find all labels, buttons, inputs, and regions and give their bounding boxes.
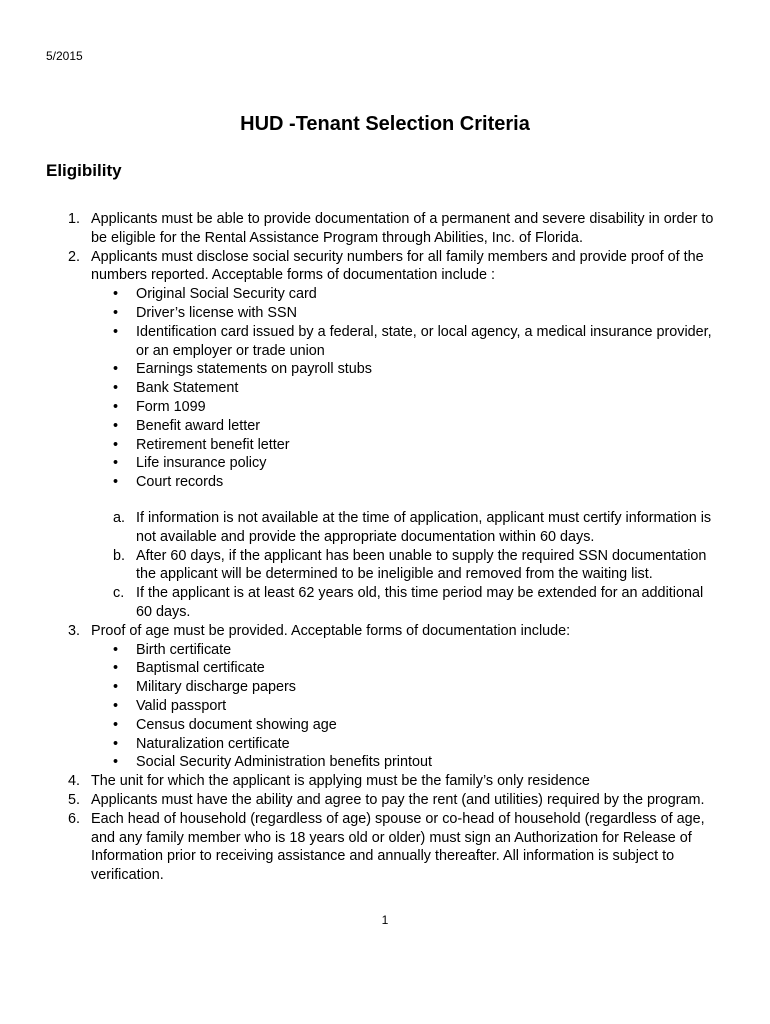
item-number: 3. [68, 622, 81, 639]
sub-item-letter: c. [113, 585, 125, 602]
item-text: Proof of age must be provided. Acceptable forms of documentation include: [91, 622, 571, 639]
sub-item-text: If information is not available at the time of application, applicant must certify information is not available and provide the appropriate documentation within 60 days. [136, 509, 712, 545]
bullet-item: • Identification card issued by a federal, state, or local agency, a medical insurance provider, or an employer or trade union [113, 323, 712, 359]
bullet-icon: • [113, 679, 119, 696]
bullet-icon: • [113, 660, 119, 677]
item-text: The unit for which the applicant is applying must be the family’s only residence [91, 773, 590, 790]
bullet-icon: • [113, 474, 119, 491]
list-item-5 [0, 791, 770, 810]
sub-item-letter: a. [113, 509, 126, 526]
bullet-icon: • [113, 380, 119, 397]
document-body [0, 210, 770, 885]
bullet-icon: • [113, 417, 119, 434]
bullet-item: • Birth certificate [113, 641, 232, 658]
bullet-item: • Naturalization certificate [113, 735, 290, 752]
bullet-item: • Baptismal certificate [113, 660, 265, 677]
bullet-item: • Retirement benefit letter [113, 436, 290, 453]
sub-item-letter: b. [113, 547, 126, 564]
page-number: 1 [381, 913, 389, 927]
bullet-item: • Valid passport [113, 697, 227, 714]
bullet-item: • Form 1099 [113, 398, 206, 415]
bullet-item: • Census document showing age [113, 716, 337, 733]
bullet-icon: • [113, 697, 119, 714]
list-item-4 [0, 772, 770, 791]
section-heading-eligibility: Eligibility [46, 161, 122, 180]
bullet-item: • Life insurance policy [113, 455, 267, 472]
sub-item-text: If the applicant is at least 62 years old, this time period may be extended for an additional 60 days. [136, 585, 704, 620]
item-number: 2. [68, 248, 81, 265]
bullet-icon: • [113, 304, 119, 321]
sub-item-c [0, 584, 770, 622]
item-number: 6. [68, 810, 81, 827]
bullet-item: • Bank Statement [113, 380, 239, 397]
item-text: Applicants must have the ability and agree to pay the rent (and utilities) required by the program. [91, 791, 705, 808]
bullet-item: • Original Social Security card [113, 286, 317, 303]
ssn-documentation-bullets [0, 285, 770, 492]
ssn-sublist [0, 509, 770, 622]
list-item-6 [0, 810, 770, 885]
header-date: 5/2015 [46, 49, 83, 63]
bullet-icon: • [113, 361, 119, 378]
bullet-item: • Court records [113, 474, 224, 491]
age-documentation-bullets [0, 641, 770, 773]
list-item-1 [0, 210, 770, 248]
bullet-icon: • [113, 735, 119, 752]
item-number: 5. [68, 791, 81, 808]
bullet-icon: • [113, 286, 119, 303]
item-text: Each head of household (regardless of age) spouse or co-head of household (regardless of age, and any family member who is 18 years old or older) must sign an Authorization for Release of Information prior to receiving assistance and annually thereafter. All information is subject to verification. [91, 810, 705, 884]
bullet-item: • Military discharge papers [113, 679, 296, 696]
sub-item-text: After 60 days, if the applicant has been unable to supply the required SSN documentation the applicant will be determined to be ineligible and removed from the waiting list. [136, 547, 707, 583]
bullet-icon: • [113, 455, 119, 472]
sub-item-a [0, 509, 770, 547]
bullet-icon: • [113, 716, 119, 733]
bullet-icon: • [113, 398, 119, 415]
bullet-icon: • [113, 641, 119, 658]
bullet-icon: • [113, 436, 119, 453]
sub-item-b [0, 547, 770, 585]
list-item-2 [0, 248, 770, 286]
bullet-item: • Earnings statements on payroll stubs [113, 361, 372, 378]
item-text: Applicants must disclose social security numbers for all family members and provide proof of the numbers reported. Acceptable forms of documentation include : [91, 248, 704, 284]
item-number: 4. [68, 773, 81, 790]
bullet-item: • Driver’s license with SSN [113, 304, 298, 321]
bullet-icon: • [113, 754, 119, 771]
list-item-3 [0, 622, 770, 641]
item-number: 1. [68, 211, 81, 227]
bullet-icon: • [113, 323, 119, 340]
bullet-item: • Benefit award letter [113, 417, 260, 434]
document-title: HUD -Tenant Selection Criteria [240, 113, 530, 135]
item-text: Applicants must be able to provide documentation of a permanent and severe disability in order to be eligible for the Rental Assistance Program through Abilities, Inc. of Florida. [91, 211, 714, 246]
bullet-item: • Social Security Administration benefits printout [113, 754, 432, 771]
